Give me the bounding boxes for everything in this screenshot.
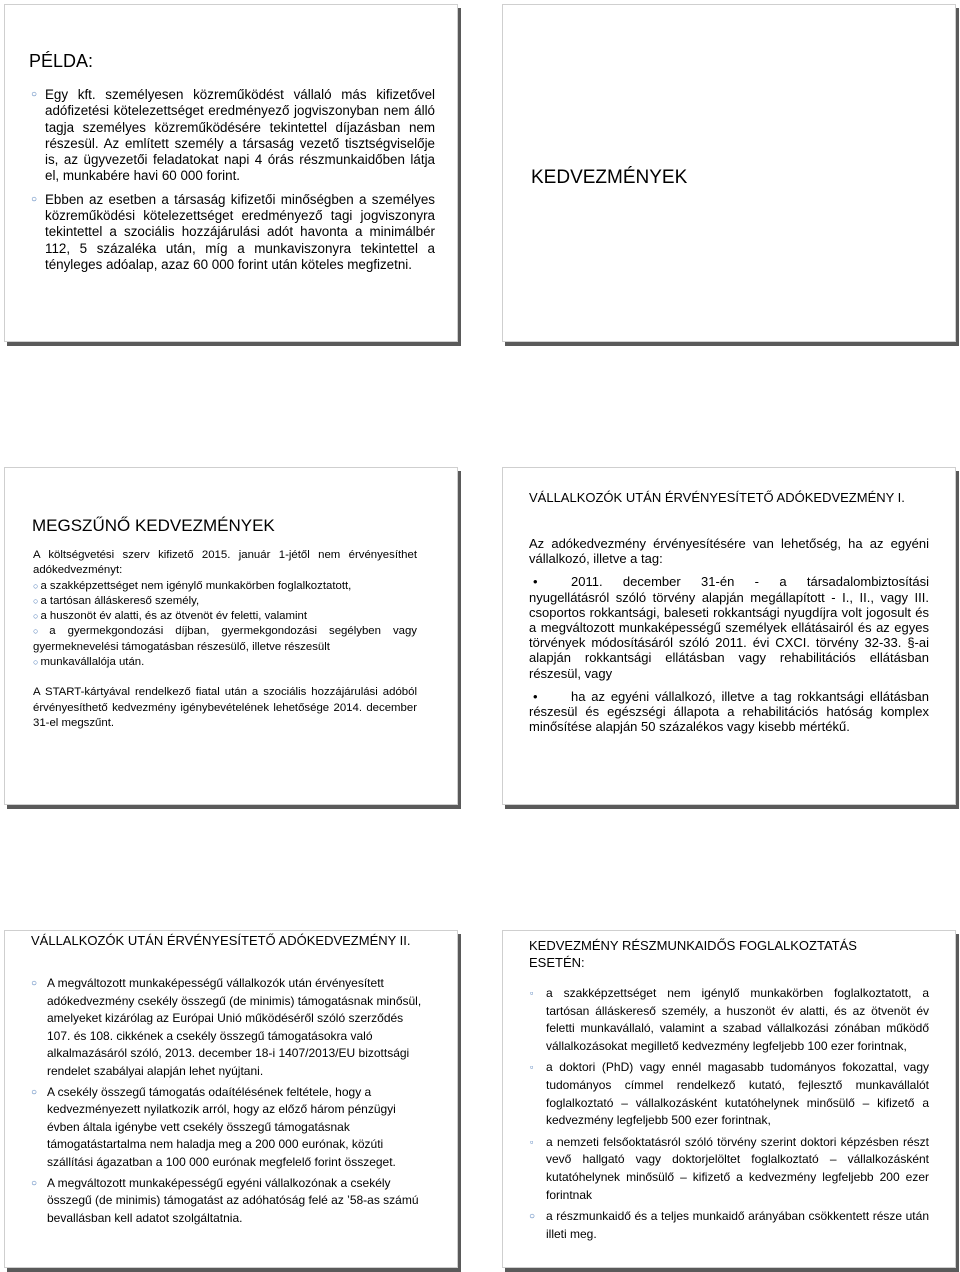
list-item: [33, 609, 417, 624]
bullet-text: ha az egyéni vállalkozó, illetve a tag rokkantsági ellátásban részesül és egészségi állapota a rehabilitációs hatóság komplex minősítése alapján 50 százalékos vagy kisebb mértékű.: [529, 688, 929, 735]
ring-bullet-icon: ○: [31, 1086, 38, 1098]
bullet-item: [31, 87, 435, 185]
ring-bullet-icon: ○: [33, 580, 39, 591]
list-item: [33, 579, 417, 594]
intro-text: A költségvetési szerv kifizető 2015. január 1-jétől nem érvényesíthet adókedvezményt:: [33, 549, 417, 577]
slide-body: [31, 975, 427, 1227]
small-bullet-icon: ▫: [530, 988, 534, 998]
bullet-item: [529, 1208, 929, 1243]
list-item: [33, 655, 417, 670]
bullet-text: a doktori (PhD) vagy ennél magasabb tudományos fokozattal, vagy tudományos címmel rendelkező kutató, fejlesztő munkavállalót foglalkoztató – vállalkozásként kutatóhelynek minősülő – kifizető a kedvezmény legfeljebb 500 ezer forintnak,: [546, 1060, 929, 1128]
slide-pelda: [4, 4, 458, 342]
ring-bullet-icon: ○: [529, 1211, 536, 1223]
slide-body: [529, 985, 929, 1243]
bullet-text: Egy kft. személyesen közreműködést vállaló más kifizetővel adófizetési kötelezettséget eredményező jogviszonyban nem álló tagja személyes közreműködésére tekintettel díjazásban nem részesül. Az említett személy a társaság vezető tisztségviselője is, az ügyvezetői feladatokat napi 4 órás részmunkaidőben látja el, munkabére havi 60 000 forint.: [45, 87, 435, 184]
list-item-text: munkavállalója után.: [40, 656, 145, 669]
bullet-item: [31, 192, 435, 273]
ring-bullet-icon: ○: [31, 89, 38, 100]
list-item: [33, 624, 417, 655]
slide-body: [33, 548, 417, 731]
bullet-item: [31, 1175, 427, 1228]
slide-title: KEDVEZMÉNY RÉSZMUNKAIDŐS FOGLALKOZTATÁS ESETÉN:: [529, 938, 857, 970]
dot-bullet-icon: [529, 689, 571, 704]
intro-text: Az adókedvezmény érvényesítésére van lehetőség, ha az egyéni vállalkozó, illetve a tag:: [529, 536, 929, 567]
list-item-text: a szakképzettséget nem igénylő munkakörben foglalkoztatott,: [40, 579, 352, 592]
dot-bullet-icon: [529, 574, 571, 589]
ring-bullet-icon: ○: [33, 595, 39, 606]
bullet-item: [31, 975, 427, 1081]
slide-reszmunkaidos: [502, 930, 956, 1268]
list-item-text: a huszonöt év alatti, és az ötvenöt év feletti, valamint: [40, 610, 307, 623]
ring-bullet-icon: ○: [31, 978, 38, 989]
slide-title: VÁLLALKOZÓK UTÁN ÉRVÉNYESÍTETŐ ADÓKEDVEZMÉNY II.: [31, 933, 411, 948]
bullet-item: [529, 689, 929, 735]
ring-bullet-icon: ○: [33, 611, 39, 622]
bullet-item: [529, 574, 929, 680]
ring-bullet-icon: ○: [31, 1177, 38, 1189]
slide-megszuno-kedvezmenyek: [4, 467, 458, 805]
slide-kedvezmenyek: [502, 4, 956, 342]
bullet-item: [529, 985, 929, 1055]
small-bullet-icon: ▫: [530, 1136, 534, 1147]
bullet-item: [31, 1084, 427, 1172]
slide-vallalkozok-i: [502, 467, 956, 805]
bullet-text: 2011. december 31-én - a társadalombiztosítási nyugellátásról szóló törvény alapján megállapított - I., II., vagy III. csoportos rokkantsági, baleseti rokkantsági nyugdíjra volt jogosult és a megváltozott munkaképességű személyek ellátásairól és az egyes törvények módosításáról szóló 2011. évi CXCI. törvény 32-33. §-ai alapján rokkantsági ellátásban vagy rehabilitációs ellátásban részesül, vagy: [529, 574, 929, 681]
ring-bullet-icon: ○: [31, 193, 38, 205]
list-item: [33, 594, 417, 609]
ring-bullet-icon: ○: [33, 626, 48, 637]
bullet-text: A csekély összegű támogatás odaítélésének feltétele, hogy a kedvezményezett nyilatkozik arról, hogy az előző három pénzügyi évben általa igénybe vett csekély összegű támogatásnak támogatástartalma nem haladja meg a 200 000 eurónak, közúti szállítási ágazatban a 100 000 eurónak megfelelő forint összeget.: [47, 1084, 396, 1169]
bullet-text: a részmunkaidő és a teljes munkaidő arányában csökkentett része után illeti meg.: [546, 1209, 929, 1241]
list-item-text: a gyermekgondozási díjban, gyermekgondozási segélyben vagy gyermeknevelési támogatásban részesülő, illetve részesült: [33, 625, 418, 653]
slide-vallalkozok-ii: [4, 930, 458, 1268]
slide-title: KEDVEZMÉNYEK: [531, 167, 688, 188]
bullet-text: a nemzeti felsőoktatásról szóló törvény szerint doktori képzésben részt vevő hallgató vagy doktorjelöltet foglalkoztató – vállalkozásként kutatóhelynek minősülő – kifizető a kedvezmény legfeljebb 200 ezer forintnak: [546, 1134, 929, 1202]
slide-title: PÉLDA:: [29, 51, 94, 71]
bullet-text: a szakképzettséget nem igénylő munkakörben foglalkoztatott, a tartósan álláskereső személy, a huszonöt év alatti, és az ötvenöt év feletti munkavállaló, valamint a szabad vállalkozási zónában működő vállalkozásokat megillető kedvezmény legfeljebb 100 ezer forintnak,: [546, 986, 929, 1053]
bullet-item: [529, 1134, 929, 1204]
slide-title: VÁLLALKOZÓK UTÁN ÉRVÉNYESÍTETŐ ADÓKEDVEZMÉNY I.: [529, 490, 905, 505]
ring-bullet-icon: ○: [33, 657, 39, 668]
bullet-text: Ebben az esetben a társaság kifizetői minőségben a személyes közreműködési kötelezettséget eredményező tagi jogviszonyra tekintettel a szociális hozzájárulási adót havonta a minimálbér 112, 5 százaléka után, míg a munkaviszonyra tekintettel a tényleges adóalap, azaz 60 000 forint után köteles megfizetni.: [45, 191, 435, 272]
bullet-text: A megváltozott munkaképességű egyéni vállalkozónak a csekély összegű (de minimis) támogatást az adóhatóság felé az ’58-as számú bevallásban kell adatot szolgáltatnia.: [47, 1175, 419, 1225]
closing-text: A START-kártyával rendelkező fiatal után a szociális hozzájárulási adóból érvényesíthető kedvezmény igénybevételének lehetősége 2014. december 31-el megszűnt.: [33, 686, 417, 729]
bullet-item: [529, 1059, 929, 1129]
slide-body: [31, 87, 435, 273]
bullet-text: A megváltozott munkaképességű vállalkozók után érvényesített adókedvezmény csekély összegű (de minimis) támogatásnak minősül, amelyeket kizárólag az Európai Unió működéséről szóló szerződés 107. és 108. cikkének a csekély összegű támogatásokra való alkalmazásáról szóló, 2013. december 18-i 1407/2013/EU bizottsági rendelet szabályai alapján lehet nyújtani.: [47, 976, 422, 1078]
slide-title: MEGSZŰNŐ KEDVEZMÉNYEK: [32, 516, 275, 535]
slide-body: [529, 536, 929, 734]
small-bullet-icon: ▫: [530, 1062, 534, 1073]
list-item-text: a tartósan álláskereső személy,: [40, 594, 200, 607]
